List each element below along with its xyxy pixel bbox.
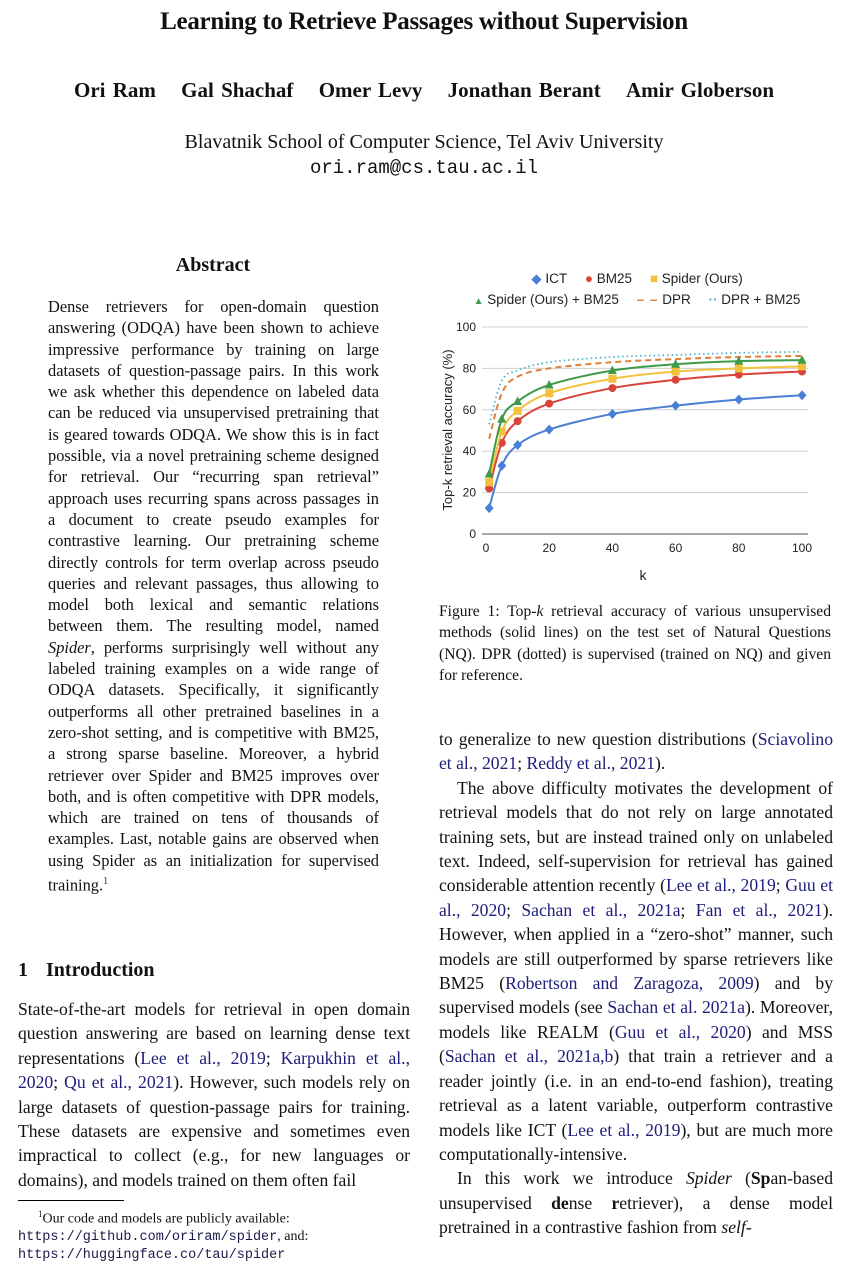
citation-link[interactable]: Lee et al., 2019 <box>567 1119 681 1140</box>
github-link[interactable]: https://github.com/oriram/spider <box>18 1229 278 1245</box>
legend-item-ict: ◆ ICT <box>531 271 568 286</box>
figure-caption: Figure 1: Top-k retrieval accuracy of various unsupervised methods (solid lines) on the test set of Natural Questions (NQ). DPR (dotted) is supervised (trained on NQ) and given for reference. <box>439 603 831 684</box>
retrieval-accuracy-chart <box>432 262 842 592</box>
y-axis-ticks <box>456 320 476 541</box>
circle-icon: ● <box>584 271 594 286</box>
legend-item-dpr: – – DPR <box>636 292 691 307</box>
svg-text:80: 80 <box>732 541 746 555</box>
svg-text:80: 80 <box>462 361 476 376</box>
paragraph: The above difficulty motivates the development of retrieval models that do not rely on large annotated training sets, but are instead trained only on unlabeled text. Indeed, self-supervision for retrieval has gained considerable attention recently (Lee et al., 2019; Guu et al., 2020; Sachan et al., 2021a; Fan et al., 2021). However, when applied in a “zero-shot” manner, such models are still outperformed by sparse retrievers like BM25 (Robertson and Zaragoza, 2009) and by supervised models (see Sachan et al. 2021a). Moreover, models like REALM (Guu et al., 2020) and MSS (Sachan et al., 2021a,b) that train a retriever and a reader jointly (i.e. in an end-to-end fashion), treating retrieval as a latent variable, outperform contrastive models like ICT (Lee et al., 2019), but are much more computationally-intensive. <box>439 777 833 1164</box>
affiliation: Blavatnik School of Computer Science, Tel Aviv University <box>184 131 664 153</box>
citation-link[interactable]: Lee et al., 2019 <box>140 1047 266 1068</box>
author: Omer Levy <box>318 78 423 102</box>
legend-item-spider-bm25: ▲ Spider (Ours) + BM25 <box>473 292 619 307</box>
dashed-line-icon: – – <box>636 292 659 307</box>
svg-text:0: 0 <box>482 541 490 555</box>
citation-link[interactable]: Reddy et al., 2021 <box>526 753 655 774</box>
dotted-line-icon: ·· <box>708 292 718 307</box>
svg-text:0: 0 <box>469 527 476 541</box>
paragraph: to generalize to new question distributions (Sciavolino et al., 2021; Reddy et al., 2021). <box>439 729 833 774</box>
author-email[interactable]: ori.ram@cs.tau.ac.il <box>309 157 539 179</box>
footnote-divider <box>18 1200 124 1201</box>
legend-item-dpr-bm25: ·· DPR + BM25 <box>708 292 801 307</box>
y-axis-label: Top-k retrieval accuracy (%) <box>440 349 455 511</box>
diamond-icon: ◆ <box>531 271 542 286</box>
chart-gridlines <box>482 327 808 534</box>
chart-series <box>485 352 807 513</box>
x-axis-label: k <box>639 567 647 583</box>
svg-text:100: 100 <box>791 541 813 555</box>
legend-item-spider: ■ Spider (Ours) <box>649 271 743 286</box>
x-axis-ticks <box>483 541 813 555</box>
svg-text:20: 20 <box>542 541 556 555</box>
author: Gal Shachaf <box>181 78 294 102</box>
square-icon: ■ <box>649 271 658 286</box>
svg-text:60: 60 <box>668 541 683 555</box>
intro-right-column <box>439 727 833 1240</box>
section-heading-introduction: 1 Introduction <box>18 959 155 981</box>
citation-link[interactable]: Robertson and Zaragoza, 2009 <box>505 973 754 994</box>
citation-link[interactable]: Sciavolino et al., 2021 <box>439 729 833 774</box>
footnote: $^1$Our code and models are publicly available: https://github.com/oriram/spider, and: https://huggingface.co/tau/spider <box>18 1209 309 1263</box>
citation-link[interactable]: Lee et al., 2019 <box>666 875 776 896</box>
svg-text:100: 100 <box>455 320 476 334</box>
paragraph: In this work we introduce Spider (Span-based unsupervised dense retriever), a dense model pretrained in a contrastive fashion from self- <box>439 1168 833 1238</box>
triangle-icon: ▲ <box>473 296 484 307</box>
abstract-heading: Abstract <box>175 254 251 276</box>
author: Amir Globerson <box>625 78 774 102</box>
svg-text:40: 40 <box>605 541 620 555</box>
author: Jonathan Berant <box>447 78 601 102</box>
citation-link[interactable]: Sachan et al. 2021a <box>607 997 745 1018</box>
svg-text:40: 40 <box>462 444 476 459</box>
author-list <box>0 78 848 103</box>
intro-paragraph: State-of-the-art models for retrieval in open domain question answering are based on learning dense text representations (Lee et al., 2019; Karpukhin et al., 2020; Qu et al., 2021). However, such models rely on large datasets of question-passage pairs for training. These datasets are expensive and sometimes even impractical to collect (e.g., for new languages or domains), and models trained on them often fail <box>18 999 410 1190</box>
svg-text:20: 20 <box>462 485 476 500</box>
abstract-body: Dense retrievers for open-domain question answering (ODQA) have been shown to achieve impressive performance by training on large datasets of question-passage pairs. In this work we ask whether this dependence on labeled data can be reduced via unsupervised pretraining that is geared towards ODQA. We show this is in fact possible, via a novel pretraining scheme designed for retrieval. Our “recurring span retrieval” approach uses recurring spans across passages in a document to create pseudo examples for contrastive learning. Our pretraining scheme directly controls for term overlap across pseudo queries and relevant passages, thus allowing to model both lexical and semantic relations between them. The resulting model, named Spider, performs surprisingly well without any labeled training examples on a wide range of ODQA datasets. Specifically, it significantly outperforms all other pretrained baselines in a zero-shot setting, and is competitive with BM25, a strong sparse baseline. Moreover, a hybrid retriever over Spider and BM25 improves over both, and is often competitive with DPR models, which are trained on tens of thousands of examples. Last, notable gains are observed when using Spider as an initialization for supervised training.$^1$ <box>48 297 379 895</box>
legend-item-bm25: ● BM25 <box>584 271 633 286</box>
citation-link[interactable]: Karpukhin et al., 2020 <box>18 1047 410 1093</box>
citation-link[interactable]: Qu et al., 2021 <box>64 1072 174 1093</box>
footnote-marker[interactable]: 1 <box>103 876 109 888</box>
author: Ori Ram <box>74 78 156 102</box>
citation-link[interactable]: Guu et al., 2020 <box>614 1021 746 1042</box>
citation-link[interactable]: Sachan et al., 2021a,b <box>444 1046 614 1067</box>
svg-text:60: 60 <box>462 402 476 417</box>
model-name: Spider <box>48 637 91 657</box>
huggingface-link[interactable]: https://huggingface.co/tau/spider <box>18 1247 286 1263</box>
paper-title: Learning to Retrieve Passages without Supervision <box>160 8 688 35</box>
citation-link[interactable]: Guu et al., 2020 <box>439 875 833 920</box>
citation-link[interactable]: Fan et al., 2021 <box>695 899 823 920</box>
citation-link[interactable]: Sachan et al., 2021a <box>521 899 681 920</box>
